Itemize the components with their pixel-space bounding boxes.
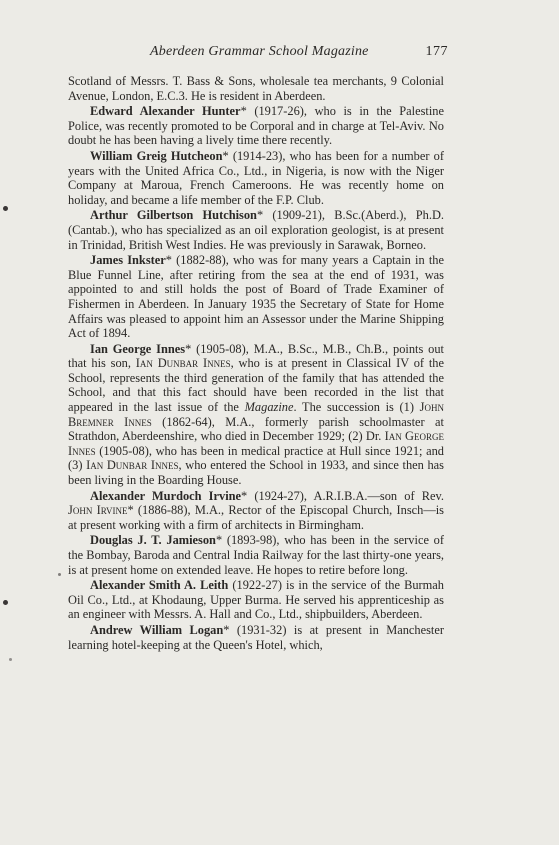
binding-hole-mark <box>3 206 8 211</box>
magazine-title: Aberdeen Grammar School Magazine <box>150 44 369 59</box>
page-body <box>68 74 444 653</box>
entry-name: Arthur Gilbertson Hutchison <box>90 208 257 223</box>
page-number: 177 <box>425 44 448 59</box>
person-name: John Irvine <box>68 503 128 518</box>
entry-text: * (1914-23), who has been for a number of years with the United Africa Co., Ltd., in Nigeria, is now with the Niger Company at Maroua, French Cameroons. He was recently home on holiday, and became a life member of the F.P. Club. <box>68 148 444 207</box>
entry-text: (1862-64), M.A., formerly parish schoolmaster at Strathdon, Aberdeenshire, who died in December 1929; (2) Dr. <box>68 414 444 444</box>
entry-text: , who is at present in Classical IV of the School, represents the third generation of the family that has attended the School, and that this fact should have been recorded in the list that appeared in the last issue of the <box>68 356 444 415</box>
entry-innes <box>68 342 444 488</box>
entry-text: , who entered the School in 1933, and since then has been living in the Boarding House. <box>68 458 444 488</box>
person-name: Ian Dunbar Innes <box>135 356 231 371</box>
binding-hole-mark <box>3 600 8 605</box>
paragraph-text: Scotland of Messrs. T. Bass & Sons, wholesale tea merchants, 9 Colonial Avenue, London, E.C.3. He is resident in Aberdeen. <box>68 74 444 103</box>
speck-mark <box>9 658 12 661</box>
entry-name: William Greig Hutcheon <box>90 148 223 163</box>
person-name: Ian George Innes <box>68 429 444 458</box>
entry-inkster <box>68 253 444 341</box>
entry-logan <box>68 623 444 652</box>
paragraph-continuation <box>68 74 444 103</box>
entry-text: . The succession is (1) <box>293 400 420 415</box>
entry-text: * (1917-26), who is in the Palestine Police, was recently promoted to be Corporal and in charge at Tel-Aviv. No doubt he has been having a lively time there recently. <box>68 104 444 148</box>
entry-name: Ian George Innes <box>90 341 186 356</box>
entry-hutchison <box>68 208 444 252</box>
person-name: Ian Dunbar Innes <box>86 458 179 473</box>
magazine-ref: Magazine <box>244 400 294 415</box>
entry-text: * (1924-27), A.R.I.B.A.—son of Rev. <box>241 488 444 503</box>
entry-text: * (1886-88), M.A., Rector of the Episcopal Church, Insch—is at present working with a firm of architects in Birmingham. <box>68 503 444 532</box>
entry-name: Alexander Murdoch Irvine <box>90 488 242 503</box>
entry-text: * (1882-88), who was for many years a Captain in the Blue Funnel Line, after retiring from the sea at the end of 1931, was appointed to and still holds the post of Board of Trade Examiner of Fishermen in Aberdeen. In January 1935 the Secretary of State for Home Affairs was pleased to appoint him an Assessor under the Marine Shipping Act of 1894. <box>68 253 444 341</box>
entry-text: * (1909-21), B.Sc.(Aberd.), Ph.D.(Cantab.), who has specialized as an oil exploration geologist, is at present in Trinidad, British West Indies. He was previously in Sarawak, Borneo. <box>68 208 444 252</box>
entry-text: * (1931-32) is at present in Manchester learning hotel-keeping at the Queen's Hotel, which, <box>68 622 444 652</box>
entry-leith <box>68 578 444 622</box>
entry-name: Andrew William Logan <box>90 622 224 637</box>
entry-text: (1922-27) is in the service of the Burmah Oil Co., Ltd., at Khodaung, Upper Burma. He served his apprenticeship as an engineer with Messrs. A. Hall and Co., Ltd., shipbuilders, Aberdeen. <box>68 578 444 622</box>
speck-mark <box>58 573 61 576</box>
entry-jamieson <box>68 533 444 577</box>
entry-name: Douglas J. T. Jamieson <box>90 533 216 548</box>
entry-text: * (1893-98), who has been in the service of the Bombay, Baroda and Central India Railway for the last thirty-one years, is at present home on extended leave. He hopes to retire before long. <box>68 533 444 577</box>
entry-text: * (1905-08), M.A., B.Sc., M.B., Ch.B., points out that his son, <box>68 341 444 371</box>
entry-hutcheon <box>68 149 444 207</box>
entry-text: (1905-08), who has been in medical practice at Hull since 1921; and (3) <box>68 443 444 473</box>
entry-name: Alexander Smith A. Leith <box>90 578 229 593</box>
entry-name: Edward Alexander Hunter <box>90 104 241 119</box>
entry-irvine <box>68 489 444 533</box>
entry-hunter <box>68 104 444 148</box>
person-name: John Bremner Innes <box>68 400 444 429</box>
entry-name: James Inkster <box>90 253 166 268</box>
running-header <box>68 44 446 64</box>
